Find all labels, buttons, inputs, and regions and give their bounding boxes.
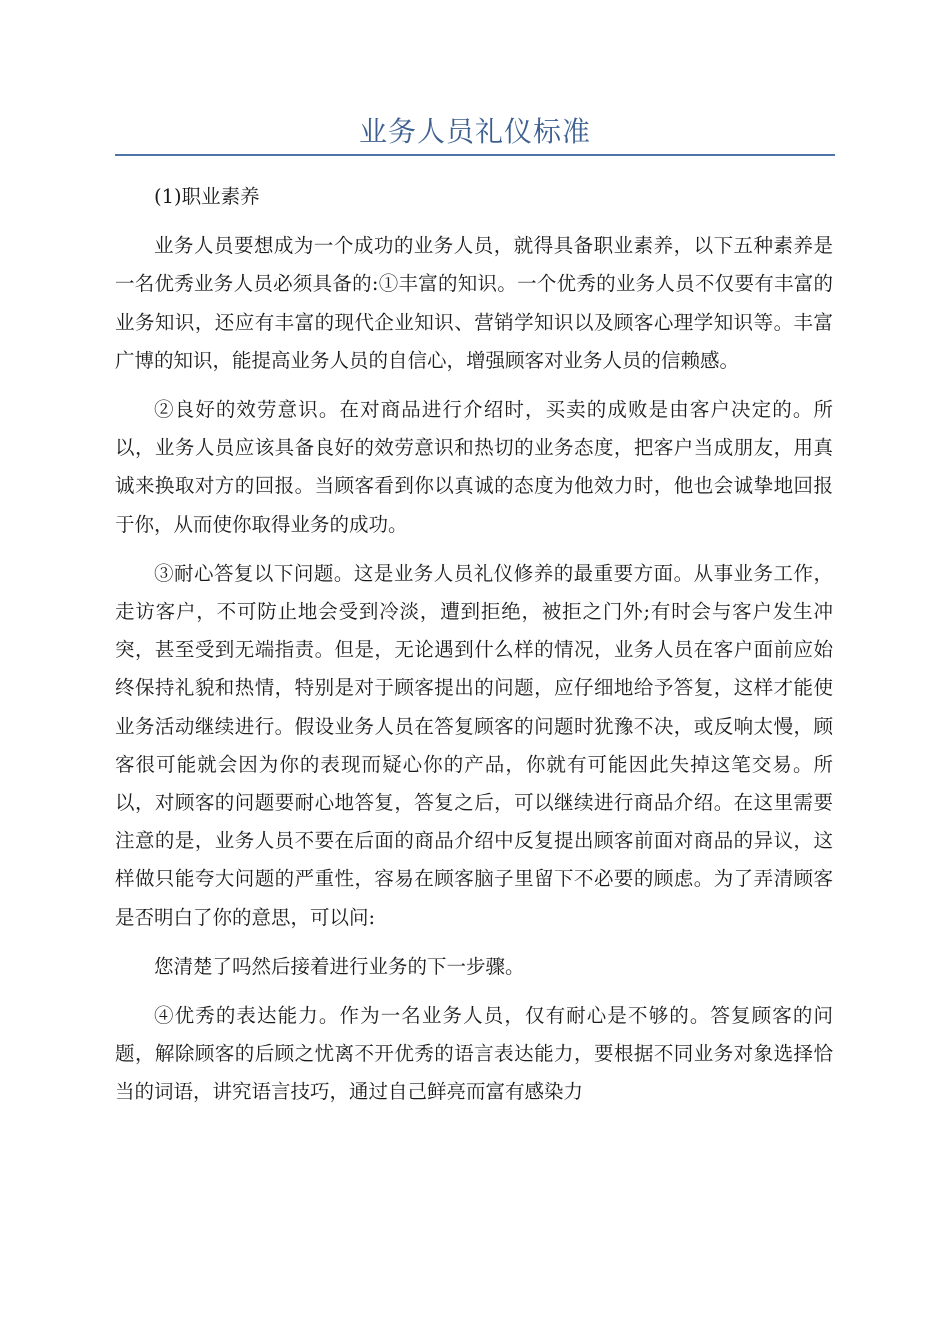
title-underline [115, 154, 835, 156]
paragraph-service-awareness: ②良好的效劳意识。在对商品进行介绍时，买卖的成败是由客户决定的。所以，业务人员应该具备良好的效劳意识和热切的业务态度，把客户当成朋友，用真诚来换取对方的回报。当顾客看到你以真诚的态度为他效力时，他也会诚挚地回报于你，从而使你取得业务的成功。 [115, 398, 833, 536]
document-title: 业务人员礼仪标准 [358, 115, 591, 148]
document-body [115, 178, 833, 1123]
paragraph-patience: ③耐心答复以下问题。这是业务人员礼仪修养的最重要方面。从事业务工作，走访客户，不可防止地会受到冷淡，遭到拒绝，被拒之门外;有时会与客户发生冲突，甚至受到无端指责。但是，无论遇到什么样的情况，业务人员在客户面前应始终保持礼貌和热情，特别是对于顾客提出的问题，应仔细地给予答复，这样才能使业务活动继续进行。假设业务人员在答复顾客的问题时犹豫不决，或反响太慢，顾客很可能就会因为你的表现而疑心你的产品，你就有可能因此失掉这笔交易。所以，对顾客的问题要耐心地答复，答复之后，可以继续进行商品介绍。在这里需要注意的是，业务人员不要在后面的商品介绍中反复提出顾客前面对商品的异议，这样做只能夸大问题的严重性，容易在顾客脑子里留下不必要的顾虑。为了弄清顾客是否明白了你的意思，可以问: [115, 561, 833, 929]
paragraph-knowledge: 业务人员要想成为一个成功的业务人员，就得具备职业素养，以下五种素养是一名优秀业务人员必须具备的:①丰富的知识。一个优秀的业务人员不仅要有丰富的业务知识，还应有丰富的现代企业知识、营销学知识以及顾客心理学知识等。丰富广博的知识，能提高业务人员的自信心，增强顾客对业务人员的信赖感。 [115, 234, 833, 372]
section-heading: (1)职业素养 [154, 185, 260, 208]
paragraph-expression: ④优秀的表达能力。作为一名业务人员，仅有耐心是不够的。答复顾客的问题，解除顾客的后顾之忧离不开优秀的语言表达能力，要根据不同业务对象选择恰当的词语，讲究语言技巧，通过自己鲜亮而富有感染力 [115, 1004, 833, 1104]
paragraph-next-step: 您清楚了吗然后接着进行业务的下一步骤。 [154, 954, 525, 978]
